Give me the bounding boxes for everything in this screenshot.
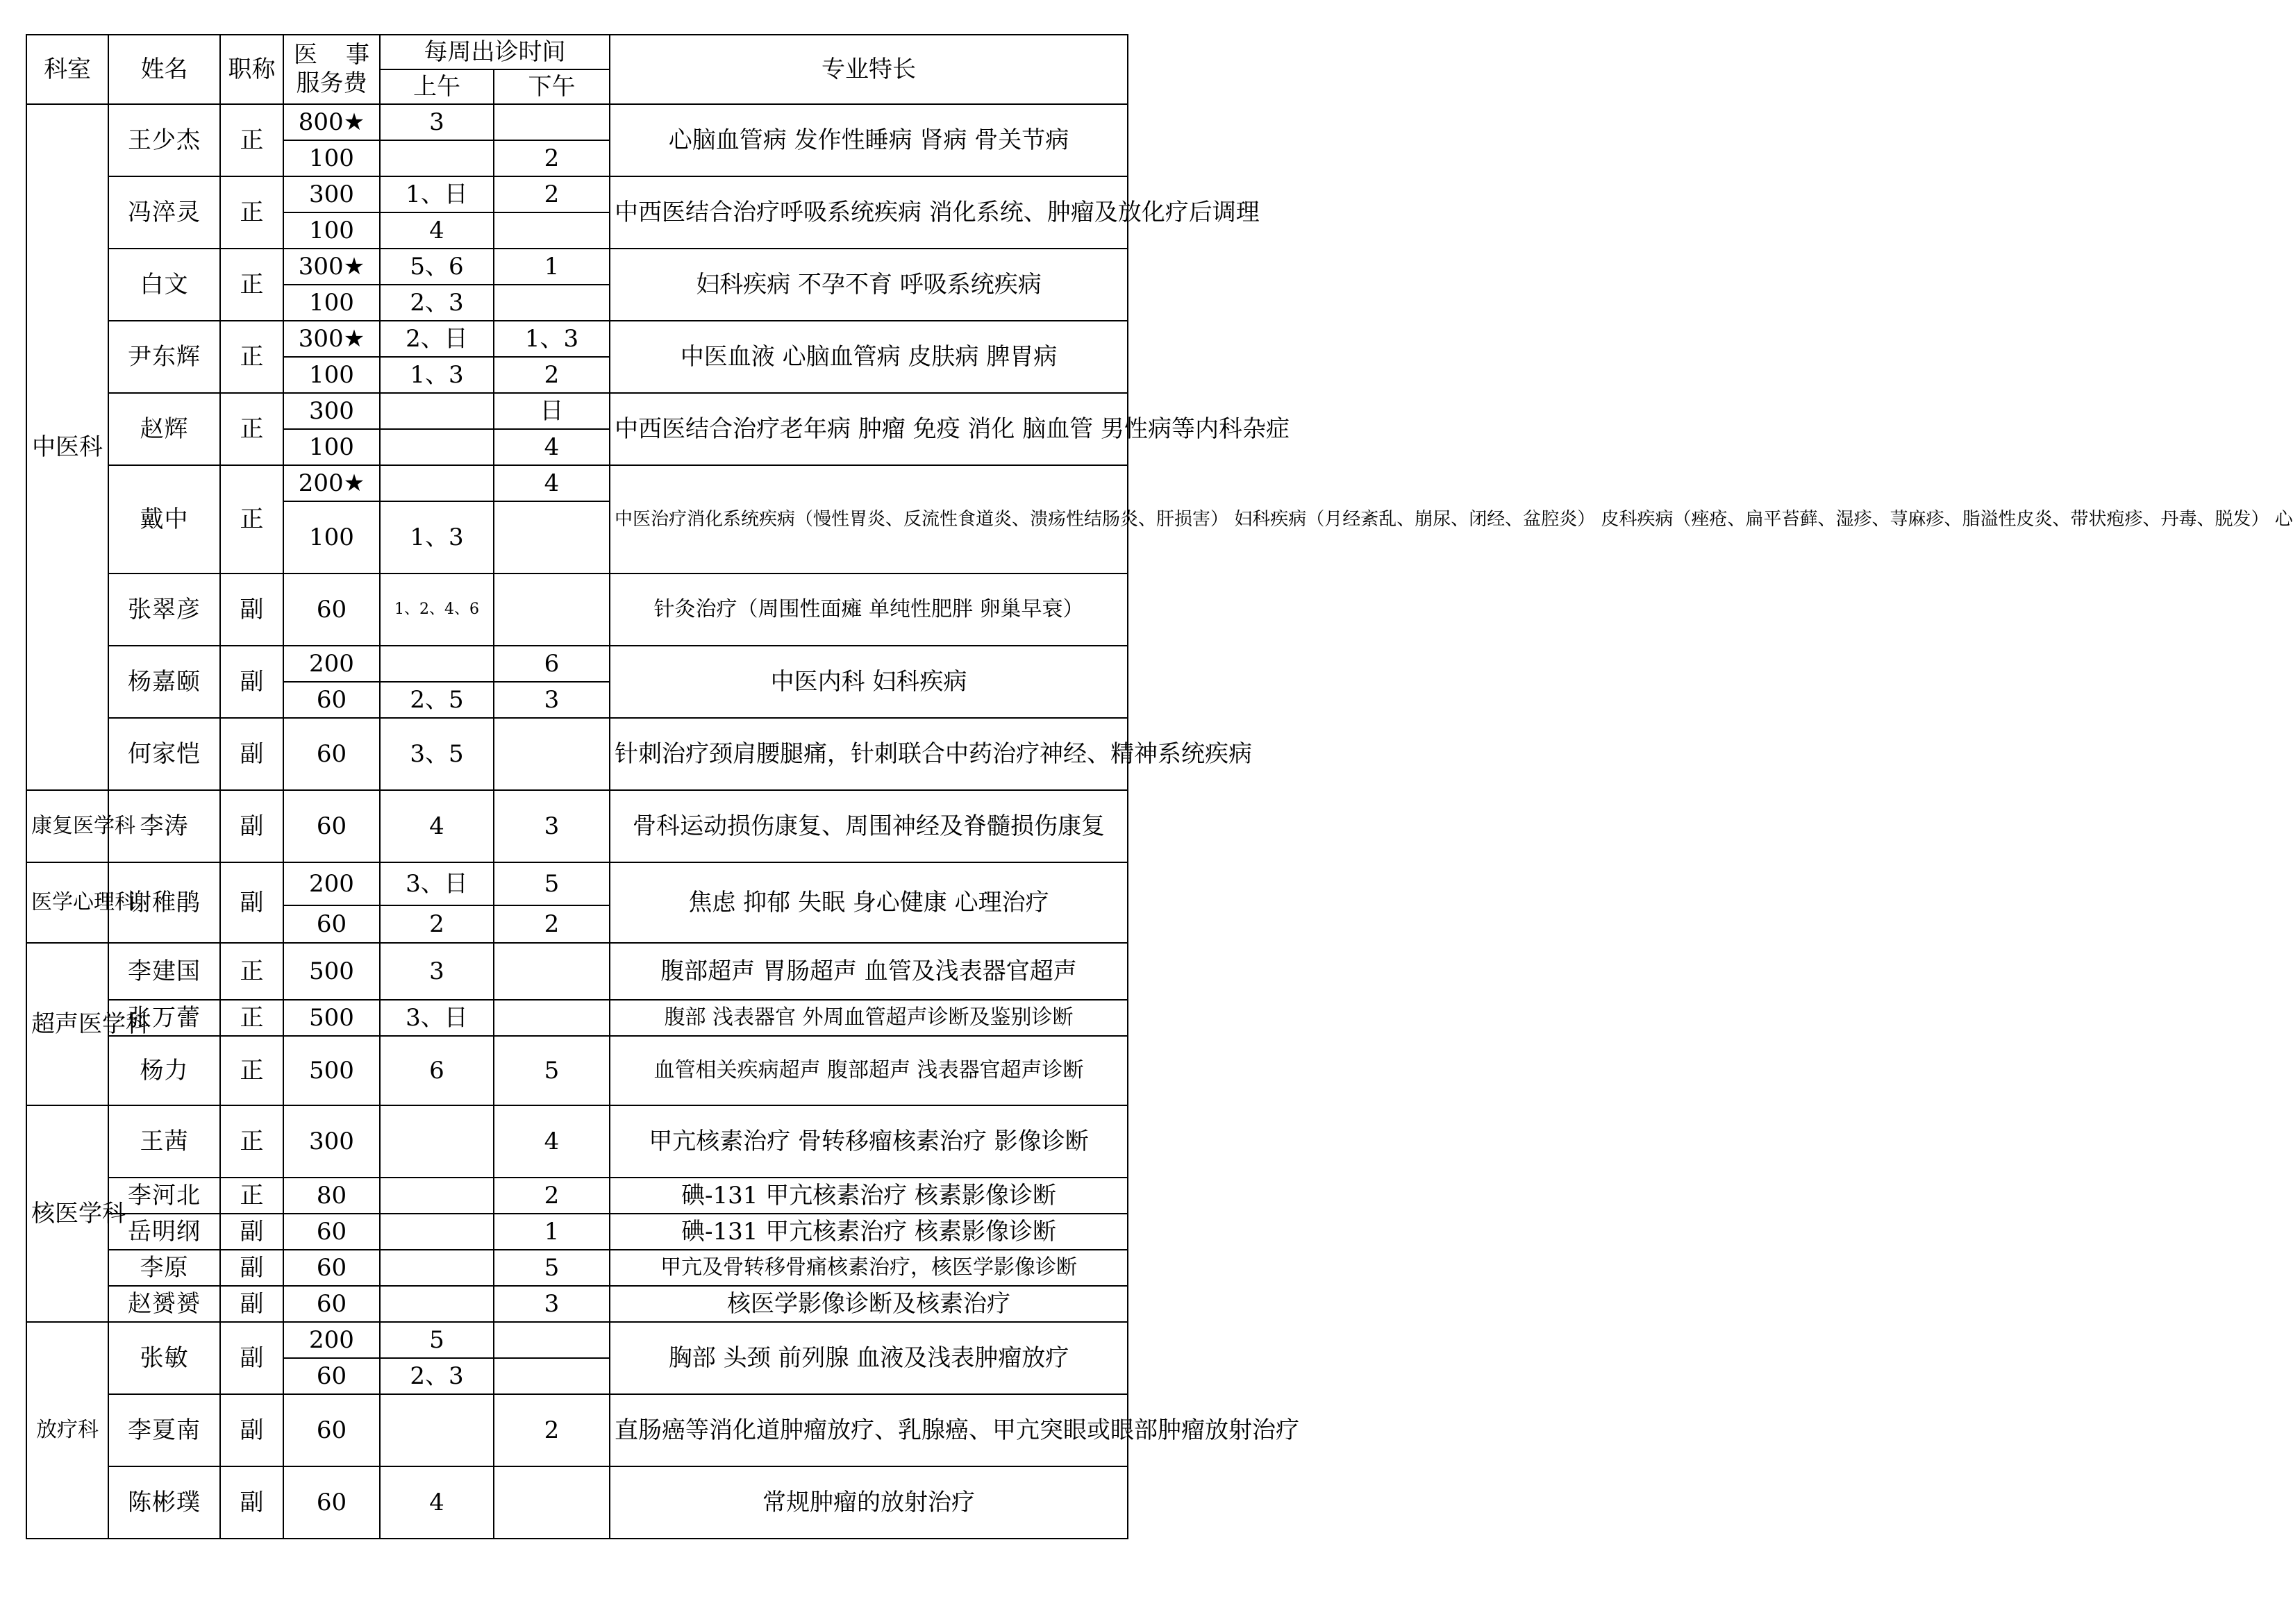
specialty-text: 血管相关疾病超声 腹部超声 浅表器官超声诊断 (610, 1036, 1128, 1105)
doctor-name: 何家恺 (108, 718, 220, 790)
department-cell: 超声医学科 (26, 943, 108, 1105)
specialty-text: 焦虑 抑郁 失眠 身心健康 心理治疗 (610, 862, 1128, 943)
specialty-text: 甲亢核素治疗 骨转移瘤核素治疗 影像诊断 (610, 1105, 1128, 1178)
doctor-name: 王茜 (108, 1105, 220, 1178)
morning-schedule: 2、3 (380, 285, 494, 321)
specialty-text: 中西医结合治疗老年病 肿瘤 免疫 消化 脑血管 男性病等内科杂症 (610, 393, 1128, 465)
morning-schedule: 5、6 (380, 249, 494, 285)
department-cell: 中医科 (26, 104, 108, 790)
afternoon-schedule: 2 (494, 357, 610, 393)
service-fee: 300★ (283, 321, 380, 357)
service-fee: 100 (283, 140, 380, 176)
service-fee: 300★ (283, 249, 380, 285)
afternoon-schedule: 2 (494, 1394, 610, 1466)
specialty-text: 中医血液 心脑血管病 皮肤病 脾胃病 (610, 321, 1128, 393)
table-row (26, 862, 1128, 905)
specialty-text: 针刺治疗颈肩腰腿痛，针刺联合中药治疗神经、精神系统疾病 (610, 718, 1128, 790)
service-fee: 60 (283, 1214, 380, 1250)
table-row (26, 1394, 1128, 1466)
table-row (26, 104, 1128, 140)
service-fee: 100 (283, 501, 380, 574)
afternoon-schedule (494, 718, 610, 790)
afternoon-schedule (494, 943, 610, 1000)
morning-schedule: 3、日 (380, 1000, 494, 1036)
morning-schedule (380, 140, 494, 176)
service-fee: 300 (283, 176, 380, 212)
header-weekly: 每周出诊时间 (380, 35, 610, 69)
table-row (26, 943, 1128, 1000)
afternoon-schedule (494, 1358, 610, 1394)
morning-schedule (380, 465, 494, 501)
afternoon-schedule (494, 1466, 610, 1539)
doctor-title: 正 (220, 249, 283, 321)
service-fee: 60 (283, 1358, 380, 1394)
afternoon-schedule: 3 (494, 1286, 610, 1322)
table-row (26, 574, 1128, 646)
afternoon-schedule: 1 (494, 249, 610, 285)
service-fee: 300 (283, 393, 380, 429)
header-am: 上午 (380, 69, 494, 104)
specialty-text: 直肠癌等消化道肿瘤放疗、乳腺癌、甲亢突眼或眼部肿瘤放射治疗 (610, 1394, 1128, 1466)
morning-schedule: 4 (380, 212, 494, 249)
afternoon-schedule (494, 212, 610, 249)
service-fee: 60 (283, 682, 380, 718)
doctor-name: 杨力 (108, 1036, 220, 1105)
afternoon-schedule: 3 (494, 682, 610, 718)
morning-schedule: 1、3 (380, 357, 494, 393)
specialty-text: 胸部 头颈 前列腺 血液及浅表肿瘤放疗 (610, 1322, 1128, 1394)
doctor-title: 正 (220, 1000, 283, 1036)
morning-schedule: 2、日 (380, 321, 494, 357)
service-fee: 60 (283, 1250, 380, 1286)
afternoon-schedule: 2 (494, 140, 610, 176)
service-fee: 200 (283, 646, 380, 682)
header-pm: 下午 (494, 69, 610, 104)
morning-schedule: 3 (380, 104, 494, 140)
doctor-title: 副 (220, 1466, 283, 1539)
doctor-title: 正 (220, 1036, 283, 1105)
service-fee: 200 (283, 1322, 380, 1358)
afternoon-schedule (494, 1322, 610, 1358)
doctor-name: 谢稚鹃 (108, 862, 220, 943)
doctor-name: 张翠彦 (108, 574, 220, 646)
table-row (26, 718, 1128, 790)
doctor-name: 杨嘉颐 (108, 646, 220, 718)
morning-schedule (380, 1286, 494, 1322)
department-cell: 康复医学科 (26, 790, 108, 862)
doctor-title: 副 (220, 718, 283, 790)
doctor-title: 正 (220, 321, 283, 393)
afternoon-schedule (494, 104, 610, 140)
afternoon-schedule: 日 (494, 393, 610, 429)
doctor-title: 正 (220, 393, 283, 465)
table-row (26, 1036, 1128, 1105)
doctor-title: 副 (220, 790, 283, 862)
table-row (26, 1105, 1128, 1178)
table-row (26, 646, 1128, 682)
specialty-text: 核医学影像诊断及核素治疗 (610, 1286, 1128, 1322)
header-name: 姓名 (108, 35, 220, 104)
afternoon-schedule: 4 (494, 429, 610, 465)
table-row (26, 393, 1128, 429)
department-cell: 核医学科 (26, 1105, 108, 1322)
doctor-title: 正 (220, 176, 283, 249)
morning-schedule: 1、日 (380, 176, 494, 212)
service-fee: 500 (283, 1000, 380, 1036)
specialty-text: 腹部 浅表器官 外周血管超声诊断及鉴别诊断 (610, 1000, 1128, 1036)
morning-schedule (380, 393, 494, 429)
table-row (26, 1286, 1128, 1322)
table-row (26, 790, 1128, 862)
header-fee (283, 35, 380, 104)
doctor-name: 张万蕾 (108, 1000, 220, 1036)
doctor-name: 陈彬璞 (108, 1466, 220, 1539)
afternoon-schedule: 1 (494, 1214, 610, 1250)
doctor-title: 正 (220, 1105, 283, 1178)
header-fee-line1: 医 事 (294, 41, 369, 69)
specialty-text: 中医内科 妇科疾病 (610, 646, 1128, 718)
doctor-name: 张敏 (108, 1322, 220, 1394)
table-row (26, 249, 1128, 285)
table-row (26, 1214, 1128, 1250)
doctor-title: 副 (220, 574, 283, 646)
specialty-text: 中西医结合治疗呼吸系统疾病 消化系统、肿瘤及放化疗后调理 (610, 176, 1128, 249)
morning-schedule: 2、3 (380, 1358, 494, 1394)
doctor-name: 冯淬灵 (108, 176, 220, 249)
service-fee: 200★ (283, 465, 380, 501)
afternoon-schedule: 5 (494, 1250, 610, 1286)
doctor-name: 赵赟赟 (108, 1286, 220, 1322)
morning-schedule: 1、2、4、6 (380, 574, 494, 646)
morning-schedule (380, 1214, 494, 1250)
service-fee: 60 (283, 718, 380, 790)
table-row (26, 465, 1128, 501)
afternoon-schedule (494, 574, 610, 646)
morning-schedule: 3、日 (380, 862, 494, 905)
morning-schedule (380, 1250, 494, 1286)
doctor-name: 白文 (108, 249, 220, 321)
afternoon-schedule (494, 285, 610, 321)
doctor-name: 岳明纲 (108, 1214, 220, 1250)
header-dept: 科室 (26, 35, 108, 104)
doctor-title: 副 (220, 1286, 283, 1322)
table-row (26, 1466, 1128, 1539)
doctor-name: 李原 (108, 1250, 220, 1286)
service-fee: 800★ (283, 104, 380, 140)
service-fee: 500 (283, 1036, 380, 1105)
doctor-name: 李河北 (108, 1178, 220, 1214)
doctor-title: 正 (220, 465, 283, 574)
doctor-name: 尹东辉 (108, 321, 220, 393)
specialty-text: 骨科运动损伤康复、周围神经及脊髓损伤康复 (610, 790, 1128, 862)
table-row (26, 1000, 1128, 1036)
table-row (26, 1322, 1128, 1358)
doctor-title: 副 (220, 646, 283, 718)
header-title: 职称 (220, 35, 283, 104)
specialty-text: 甲亢及骨转移骨痛核素治疗，核医学影像诊断 (610, 1250, 1128, 1286)
table-row (26, 176, 1128, 212)
morning-schedule (380, 1394, 494, 1466)
morning-schedule: 5 (380, 1322, 494, 1358)
afternoon-schedule (494, 1000, 610, 1036)
specialty-text: 碘-131 甲亢核素治疗 核素影像诊断 (610, 1178, 1128, 1214)
specialty-text: 妇科疾病 不孕不育 呼吸系统疾病 (610, 249, 1128, 321)
afternoon-schedule: 3 (494, 790, 610, 862)
specialty-text: 常规肿瘤的放射治疗 (610, 1466, 1128, 1539)
service-fee: 60 (283, 790, 380, 862)
table-row (26, 1250, 1128, 1286)
department-cell: 医学心理科 (26, 862, 108, 943)
table-row (26, 1178, 1128, 1214)
table-row (26, 321, 1128, 357)
specialty-text: 针灸治疗（周围性面瘫 单纯性肥胖 卵巢早衰） (610, 574, 1128, 646)
doctor-name: 王少杰 (108, 104, 220, 176)
doctor-title: 副 (220, 862, 283, 943)
afternoon-schedule: 2 (494, 176, 610, 212)
morning-schedule: 6 (380, 1036, 494, 1105)
doctor-title: 正 (220, 1178, 283, 1214)
service-fee: 100 (283, 285, 380, 321)
header-fee-line2: 服务费 (296, 69, 367, 97)
service-fee: 60 (283, 1286, 380, 1322)
service-fee: 300 (283, 1105, 380, 1178)
specialty-text: 碘-131 甲亢核素治疗 核素影像诊断 (610, 1214, 1128, 1250)
doctor-title: 副 (220, 1214, 283, 1250)
department-cell: 放疗科 (26, 1322, 108, 1539)
specialty-text: 心脑血管病 发作性睡病 肾病 骨关节病 (610, 104, 1128, 176)
morning-schedule: 4 (380, 1466, 494, 1539)
morning-schedule: 3、5 (380, 718, 494, 790)
service-fee: 200 (283, 862, 380, 905)
doctor-title: 正 (220, 943, 283, 1000)
service-fee: 100 (283, 357, 380, 393)
service-fee: 60 (283, 574, 380, 646)
doctor-title: 副 (220, 1250, 283, 1286)
morning-schedule (380, 646, 494, 682)
morning-schedule (380, 1105, 494, 1178)
service-fee: 60 (283, 1394, 380, 1466)
doctor-name: 戴中 (108, 465, 220, 574)
specialty-text: 腹部超声 胃肠超声 血管及浅表器官超声 (610, 943, 1128, 1000)
morning-schedule (380, 1178, 494, 1214)
morning-schedule: 1、3 (380, 501, 494, 574)
service-fee: 500 (283, 943, 380, 1000)
service-fee: 60 (283, 905, 380, 943)
doctor-title: 副 (220, 1322, 283, 1394)
afternoon-schedule: 4 (494, 1105, 610, 1178)
specialty-text: 中医治疗消化系统疾病（慢性胃炎、反流性食道炎、溃疡性结肠炎、肝损害） 妇科疾病（月经紊乱、崩尿、闭经、盆腔炎） 皮科疾病（痤疮、扁平苔藓、湿疹、荨麻疹、脂溢性皮炎、带状疱疹、丹毒、脱发） 心 (610, 465, 1128, 574)
doctor-name: 李夏南 (108, 1394, 220, 1466)
afternoon-schedule (494, 501, 610, 574)
afternoon-schedule: 2 (494, 1178, 610, 1214)
afternoon-schedule: 4 (494, 465, 610, 501)
header-specialty: 专业特长 (610, 35, 1128, 104)
doctor-name: 李建国 (108, 943, 220, 1000)
service-fee: 60 (283, 1466, 380, 1539)
morning-schedule: 2、5 (380, 682, 494, 718)
service-fee: 80 (283, 1178, 380, 1214)
morning-schedule: 3 (380, 943, 494, 1000)
clinic-schedule-table (26, 34, 2293, 1539)
doctor-name: 赵辉 (108, 393, 220, 465)
morning-schedule: 4 (380, 790, 494, 862)
afternoon-schedule: 6 (494, 646, 610, 682)
doctor-name: 李涛 (108, 790, 220, 862)
afternoon-schedule: 2 (494, 905, 610, 943)
doctor-title: 副 (220, 1394, 283, 1466)
afternoon-schedule: 5 (494, 1036, 610, 1105)
service-fee: 100 (283, 212, 380, 249)
doctor-title: 正 (220, 104, 283, 176)
morning-schedule (380, 429, 494, 465)
morning-schedule: 2 (380, 905, 494, 943)
service-fee: 100 (283, 429, 380, 465)
afternoon-schedule: 5 (494, 862, 610, 905)
afternoon-schedule: 1、3 (494, 321, 610, 357)
schedule-body (26, 104, 2293, 1539)
